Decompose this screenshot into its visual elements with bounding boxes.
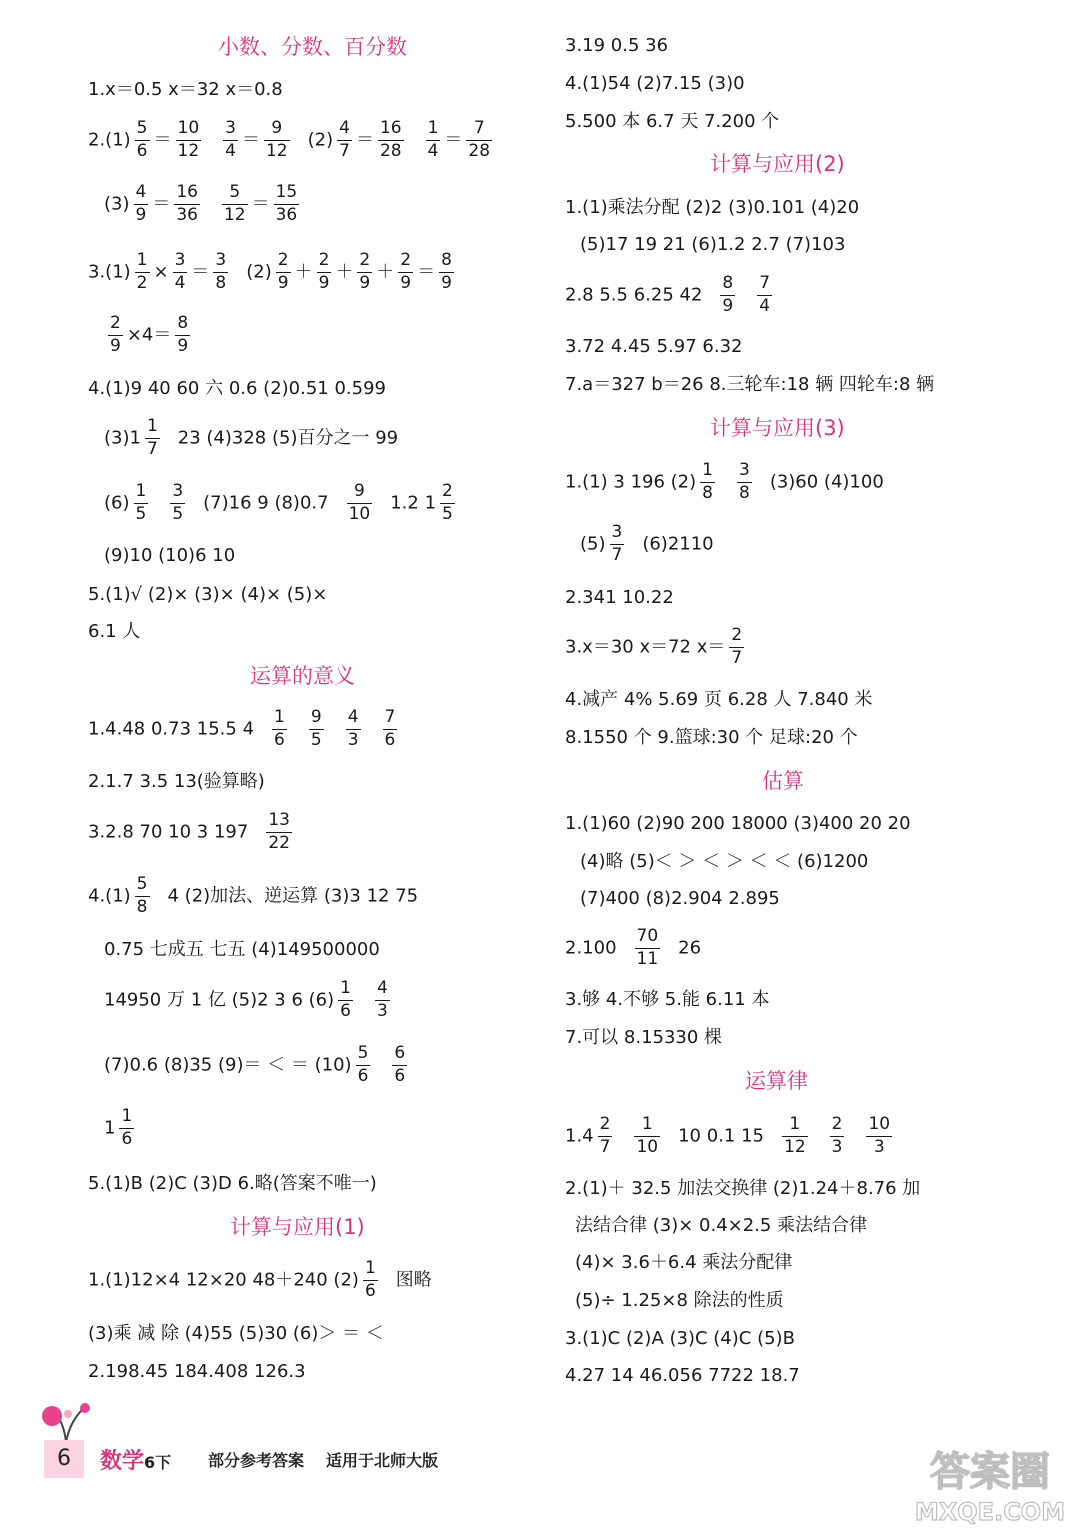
answer-line: $\frac{2}{9}$ ×4＝ $\frac{8}{9}$: [110, 313, 189, 356]
answer-line: (3)1 $\frac{1}{7}$ 23 (4)328 (5)百分之一 99: [104, 416, 399, 459]
answer-line: 1.(1) 3 196 (2) $\frac{1}{8}$ $\frac{3}{8}$ (3)60 (4)100: [565, 460, 884, 503]
answer-line: 7.a＝327 b＝26 8.三轮车:18 辆 四轮车:8 辆: [565, 374, 935, 395]
answer-line: 4.减产 4% 5.69 页 6.28 人 7.840 米: [565, 689, 873, 710]
answer-line: 法结合律 (3)× 0.4×2.5 乘法结合律: [575, 1215, 868, 1236]
answer-line: 0.75 七成五 七五 (4)149500000: [104, 939, 380, 960]
answer-line: 7.可以 8.15330 棵: [565, 1027, 723, 1048]
answer-line: (5)17 19 21 (6)1.2 2.7 (7)103: [580, 234, 846, 255]
answer-line: 2.(1)＋ 32.5 加法交换律 (2)1.24＋8.76 加: [565, 1178, 921, 1199]
answer-line: (4)× 3.6＋6.4 乘法分配律: [575, 1252, 793, 1273]
answer-line: (4)略 (5)＜ ＞ ＜ ＞ ＜ ＜ (6)1200: [580, 851, 869, 872]
answer-line: (5)÷ 1.25×8 除法的性质: [575, 1290, 784, 1311]
answer-line: (7)0.6 (8)35 (9)＝ ＜ ＝ (10) $\frac{5}{6}$ $\frac{6}{6}$: [104, 1043, 406, 1086]
answer-line: 3.19 0.5 36: [565, 35, 669, 56]
answer-line: 4.(1)9 40 60 六 0.6 (2)0.51 0.599: [88, 378, 386, 399]
fraction: $\frac{10}{12}$: [177, 118, 200, 161]
watermark-url: MXQE.COM: [914, 1498, 1066, 1526]
answer-line: 1.(1)乘法分配 (2)2 (3)0.101 (4)20: [565, 197, 860, 218]
answer-line: 5.(1)√ (2)× (3)× (4)× (5)×: [88, 584, 328, 605]
answer-line: 2.8 5.5 6.25 42 $\frac{8}{9}$ $\frac{7}{4}$: [565, 273, 771, 316]
fraction: $\frac{9}{12}$: [265, 118, 288, 161]
answer-line: 8.1550 个 9.篮球:30 个 足球:20 个: [565, 727, 858, 748]
section-heading: 运算律: [745, 1069, 808, 1093]
answer-line: 3.够 4.不够 5.能 6.11 本: [565, 989, 770, 1010]
section-heading: 运算的意义: [250, 664, 355, 688]
flower-icon: [38, 1400, 98, 1444]
answer-line: (7)400 (8)2.904 2.895: [580, 888, 780, 909]
answer-line: 2.(1) $\frac{5}{6}$ ＝ $\frac{10}{12}$ $\frac{3}{4}$ ＝ $\frac{9}{12}$ (2) $\frac{4}{7}$ ＝ $\frac{16}{28}$ $\frac{1}{4}$ ＝ $\frac{7}{28}$: [88, 118, 491, 161]
answer-line: (3) $\frac{4}{9}$ ＝ $\frac{16}{36}$ $\frac{5}{12}$ ＝ $\frac{15}{36}$: [104, 182, 298, 225]
answer-line: 5.(1)B (2)C (3)D 6.略(答案不唯一): [88, 1173, 377, 1194]
section-heading: 估算: [762, 769, 804, 793]
answer-line: 14950 万 1 亿 (5)2 3 6 (6) $\frac{1}{6}$ $\frac{4}{3}$: [104, 978, 388, 1021]
fraction: $\frac{5}{6}$: [136, 118, 148, 161]
fraction: $\frac{7}{28}$: [468, 118, 491, 161]
answer-line: 2.341 10.22: [565, 587, 674, 608]
fraction: $\frac{4}{7}$: [339, 118, 350, 161]
answer-line: (6) $\frac{1}{5}$ $\frac{3}{5}$ (7)16 9 (8)0.7 $\frac{9}{10}$ 1.2 1 $\frac{2}{5}$: [104, 481, 453, 524]
answer-line: (9)10 (10)6 10: [104, 545, 236, 566]
watermark-text: 答案圈: [930, 1449, 1050, 1495]
answer-line: 3.(1)C (2)A (3)C (4)C (5)B: [565, 1328, 795, 1349]
section-heading: 小数、分数、百分数: [218, 35, 407, 59]
answer-line: 2.1.7 3.5 13(验算略): [88, 771, 265, 792]
page-number: 6: [44, 1440, 84, 1478]
answer-line: 1.(1)12×4 12×20 48＋240 (2) $\frac{1}{6}$ 图略: [88, 1258, 432, 1301]
section-heading: 计算与应用(3): [710, 416, 845, 440]
answer-line: 3.x＝30 x＝72 x＝ $\frac{2}{7}$: [565, 625, 743, 668]
answer-line: 6.1 人: [88, 621, 141, 642]
fraction: $\frac{3}{4}$: [225, 118, 236, 161]
footer-edition: 适用于北师大版: [326, 1451, 439, 1470]
answer-line: 3.(1) $\frac{1}{2}$ × $\frac{3}{4}$ ＝ $\frac{3}{8}$ (2) $\frac{2}{9}$ ＋ $\frac{2}{9}$ ＋ $\frac{2}{9}$ ＋ $\frac{2}{9}$ ＝ $\frac{8}{9}$: [88, 250, 452, 293]
footer-title: 部分参考答案: [208, 1451, 305, 1470]
answer-line: 3.72 4.45 5.97 6.32: [565, 336, 743, 357]
section-heading: 计算与应用(1): [230, 1215, 365, 1239]
answer-line: 2.198.45 184.408 126.3: [88, 1361, 306, 1382]
subject-title: 数学6下: [100, 1449, 172, 1474]
answer-line: 4.(1)54 (2)7.15 (3)0: [565, 73, 745, 94]
fraction: $\frac{1}{4}$: [427, 118, 439, 161]
fraction: $\frac{16}{28}$: [379, 118, 402, 161]
answer-line: 2.100 $\frac{70}{11}$ 26: [565, 926, 702, 969]
answer-line: (3)乘 减 除 (4)55 (5)30 (6)＞ ＝ ＜: [88, 1323, 384, 1344]
answer-line: 1.4.48 0.73 15.5 4 $\frac{1}{6}$ $\frac{9}{5}$ $\frac{4}{3}$ $\frac{7}{6}$: [88, 707, 396, 750]
answer-line: 5.500 本 6.7 天 7.200 个: [565, 111, 780, 132]
answer-line: (5) $\frac{3}{7}$ (6)2110: [580, 522, 714, 565]
answer-line: 4.27 14 46.056 7722 18.7: [565, 1365, 800, 1386]
answer-line: 1 $\frac{1}{6}$: [104, 1106, 133, 1149]
answer-line: 4.(1) $\frac{5}{8}$ 4 (2)加法、逆运算 (3)3 12 75: [88, 874, 419, 917]
answer-line: 1.(1)60 (2)90 200 18000 (3)400 20 20: [565, 813, 911, 834]
page-footer: [38, 1400, 478, 1500]
answer-line: 1.x＝0.5 x＝32 x＝0.8: [88, 79, 283, 100]
answer-line: 1.4 $\frac{2}{7}$ $\frac{1}{10}$ 10 0.1 15 $\frac{1}{12}$ $\frac{2}{3}$ $\frac{10}{3}$: [565, 1114, 891, 1157]
answer-line: 3.2.8 70 10 3 197 $\frac{13}{22}$: [88, 810, 290, 853]
watermark-logo: [900, 1440, 1080, 1530]
section-heading: 计算与应用(2): [710, 152, 845, 176]
